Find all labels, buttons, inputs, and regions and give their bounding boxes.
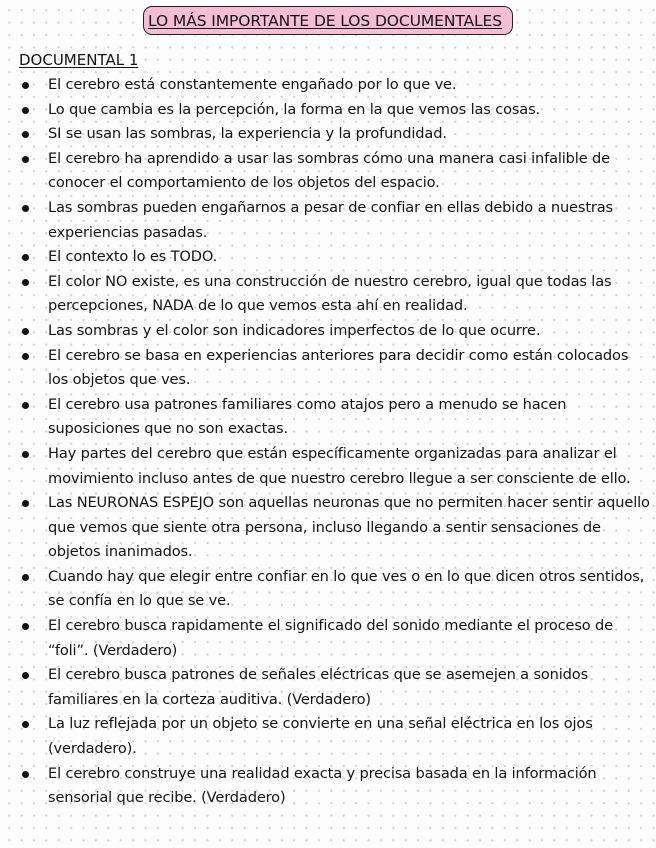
list-item: Las sombras pueden engañarnos a pesar de confiar en ellas debido a nuestras experiencias pasadas.	[21, 196, 652, 245]
list-item: SI se usan las sombras, la experiencia y la profundidad.	[21, 122, 652, 147]
page-title: LO MÁS IMPORTANTE DE LOS DOCUMENTALES	[143, 6, 513, 35]
list-item: Las sombras y el color son indicadores imperfectos de lo que ocurre.	[21, 319, 652, 344]
list-item: La luz reflejada por un objeto se convierte en una señal eléctrica en los ojos (verdadero).	[21, 712, 652, 761]
section-heading: DOCUMENTAL 1	[19, 51, 139, 69]
list-item: El contexto lo es TODO.	[21, 245, 652, 270]
list-item: El color NO existe, es una construcción de nuestro cerebro, igual que todas las percepciones, NADA de lo que vemos esta ahí en realidad.	[21, 270, 652, 319]
bullet-list	[21, 73, 652, 811]
list-item: Cuando hay que elegir entre confiar en lo que ves o en lo que dicen otros sentidos, se confía en lo que se ve.	[21, 565, 652, 614]
list-item: El cerebro usa patrones familiares como atajos pero a menudo se hacen suposiciones que no son exactas.	[21, 393, 652, 442]
list-item: El cerebro construye una realidad exacta y precisa basada en la información sensorial que recibe. (Verdadero)	[21, 762, 652, 811]
list-item: Las NEURONAS ESPEJO son aquellas neuronas que no permiten hacer sentir aquello que vemos que siente otra persona, incluso llegando a sentir sensaciones de objetos inanimados.	[21, 491, 652, 565]
list-item: El cerebro se basa en experiencias anteriores para decidir como están colocados los objetos que ves.	[21, 344, 652, 393]
title-container	[0, 6, 656, 35]
list-item: Hay partes del cerebro que están específicamente organizadas para analizar el movimiento incluso antes de que nuestro cerebro llegue a ser consciente de ello.	[21, 442, 652, 491]
list-item: Lo que cambia es la percepción, la forma en la que vemos las cosas.	[21, 98, 652, 123]
list-item: El cerebro está constantemente engañado por lo que ve.	[21, 73, 652, 98]
list-item: El cerebro busca patrones de señales eléctricas que se asemejen a sonidos familiares en la corteza auditiva. (Verdadero)	[21, 663, 652, 712]
list-item: El cerebro ha aprendido a usar las sombras cómo una manera casi infalible de conocer el comportamiento de los objetos del espacio.	[21, 147, 652, 196]
list-item: El cerebro busca rapidamente el significado del sonido mediante el proceso de “foli”. (Verdadero)	[21, 614, 652, 663]
